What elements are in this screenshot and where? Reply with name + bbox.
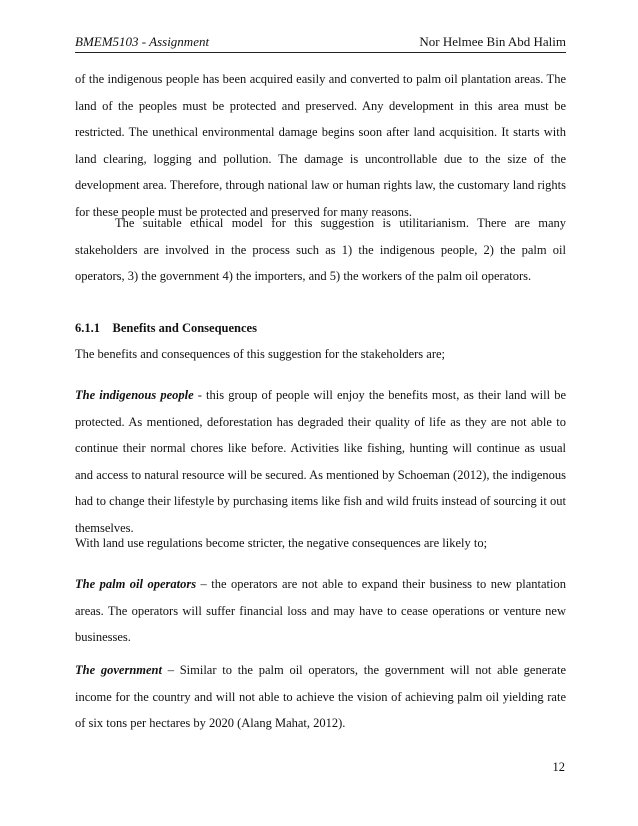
stakeholder-label-government: The government [75, 663, 162, 677]
header-author-name: Nor Helmee Bin Abd Halim [419, 34, 566, 49]
paragraph-indigenous-text: - this group of people will enjoy the benefits most, as their land will be protected. As mentioned, deforestation has degraded their quality of life as they are not able to continue their normal chores like before. Activities like fishing, hunting will continue as usual and access to natural resource will be secured. As mentioned by Schoeman (2012), the indigenous had to change their lifestyle by purchasing items like fish and wild fruits instead of sourcing it out themselves. [75, 388, 566, 535]
page-header [75, 30, 566, 53]
paragraph-palm-oil-operators [75, 571, 566, 651]
header-course-title: BMEM5103 - Assignment [75, 34, 210, 49]
paragraph-operators-text: – the operators are not able to expand their business to new plantation areas. The operators will suffer financial loss and may have to cease operations or venture new businesses. [75, 577, 566, 645]
paragraph-government [75, 657, 566, 737]
paragraph-benefits-intro: The benefits and consequences of this suggestion for the stakeholders are; [75, 347, 446, 361]
paragraph-government-text: – Similar to the palm oil operators, the government will not able generate income for the country and will not able to achieve the vision of achieving palm oil yielding rate of six tons per hectares by 2020 (Alang Mahat, 2012). [75, 663, 566, 731]
stakeholder-label-indigenous: The indigenous people [75, 388, 194, 402]
paragraph-negative-consequences-intro: With land use regulations become stricter, the negative consequences are likely to; [75, 536, 488, 550]
paragraph-ethical-model: The suitable ethical model for this suggestion is utilitarianism. There are many stakeholders are involved in the process such as 1) the indigenous people, 2) the palm oil operators, 3) the government 4) the importers, and 5) the workers of the palm oil operators. [75, 216, 566, 284]
section-heading: 6.1.1 Benefits and Consequences [75, 321, 257, 335]
stakeholder-label-operators: The palm oil operators [75, 577, 197, 591]
page-number: 12 [552, 760, 565, 774]
paragraph-land-protection: of the indigenous people has been acquired easily and converted to palm oil plantation areas. The land of the peoples must be protected and preserved. Any development in this area must be restricted. The unethical environmental damage begins soon after land acquisition. It starts with land clearing, logging and pollution. The damage is uncontrollable due to the size of the development area. Therefore, through national law or human rights law, the customary land rights for these people must be protected and preserved for many reasons. [75, 72, 566, 219]
paragraph-indigenous-people [75, 382, 566, 542]
